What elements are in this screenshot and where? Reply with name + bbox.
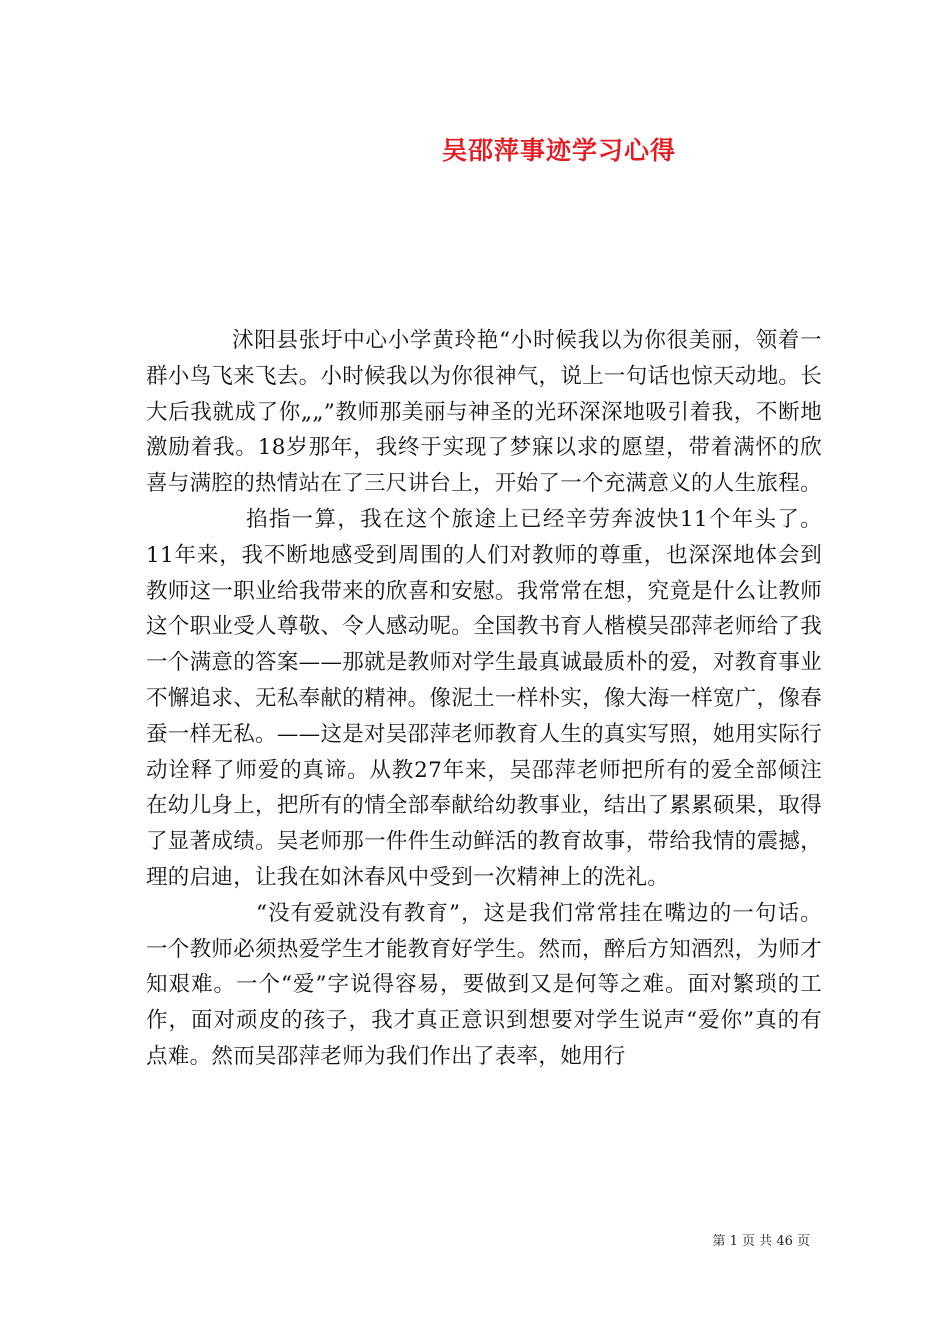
paragraph-2: 掐指一算，我在这个旅途上已经辛劳奔波快11个年头了。11年来，我不断地感受到周围的人们对教师的尊重，也深深地体会到教师这一职业给我带来的欣喜和安慰。我常常在想，究竟是什么让教师这个职业受人尊敬、令人感动呢。全国教书育人楷模吴邵萍老师给了我一个满意的答案——那就是教师对学生最真诚最质朴的爱，对教育事业不懈追求、无私奉献的精神。像泥土一样朴实，像大海一样宽广，像春蚕一样无私。——这是对吴邵萍老师教育人生的真实写照，她用实际行动诠释了师爱的真谛。从教27年来，吴邵萍老师把所有的爱全部倾注在幼儿身上，把所有的情全部奉献给幼教事业，结出了累累硕果，取得了显著成绩。吴老师那一件件生动鲜活的教育故事，带给我情的震撼，理的启迪，让我在如沐春风中受到一次精神上的洗礼。: [146, 506, 822, 890]
paragraph-1: 沭阳县张圩中心小学黄玲艳“小时候我以为你很美丽，领着一群小鸟飞来飞去。小时候我以为你很神气，说上一句话也惊天动地。长大后我就成了你„„”教师那美丽与神圣的光环深深地吸引着我，不断地激励着我。18岁那年，我终于实现了梦寐以求的愿望，带着满怀的欣喜与满腔的热情站在了三尺讲台上，开始了一个充满意义的人生旅程。: [146, 328, 822, 497]
document-body: [146, 323, 822, 1075]
paragraph-3: “没有爱就没有教育”，这是我们常常挂在嘴边的一句话。一个教师必须热爱学生才能教育好学生。然而，醉后方知酒烈，为师才知艰难。一个“爱”字说得容易，要做到又是何等之难。面对繁琐的工作，面对顽皮的孩子，我才真正意识到想要对学生说声“爱你”真的有点难。然而吴邵萍老师为我们作出了表率，她用行: [146, 900, 822, 1069]
page-number-footer: 第 1 页 共 46 页: [712, 1234, 810, 1249]
document-title: 吴邵萍事迹学习心得: [441, 136, 676, 165]
